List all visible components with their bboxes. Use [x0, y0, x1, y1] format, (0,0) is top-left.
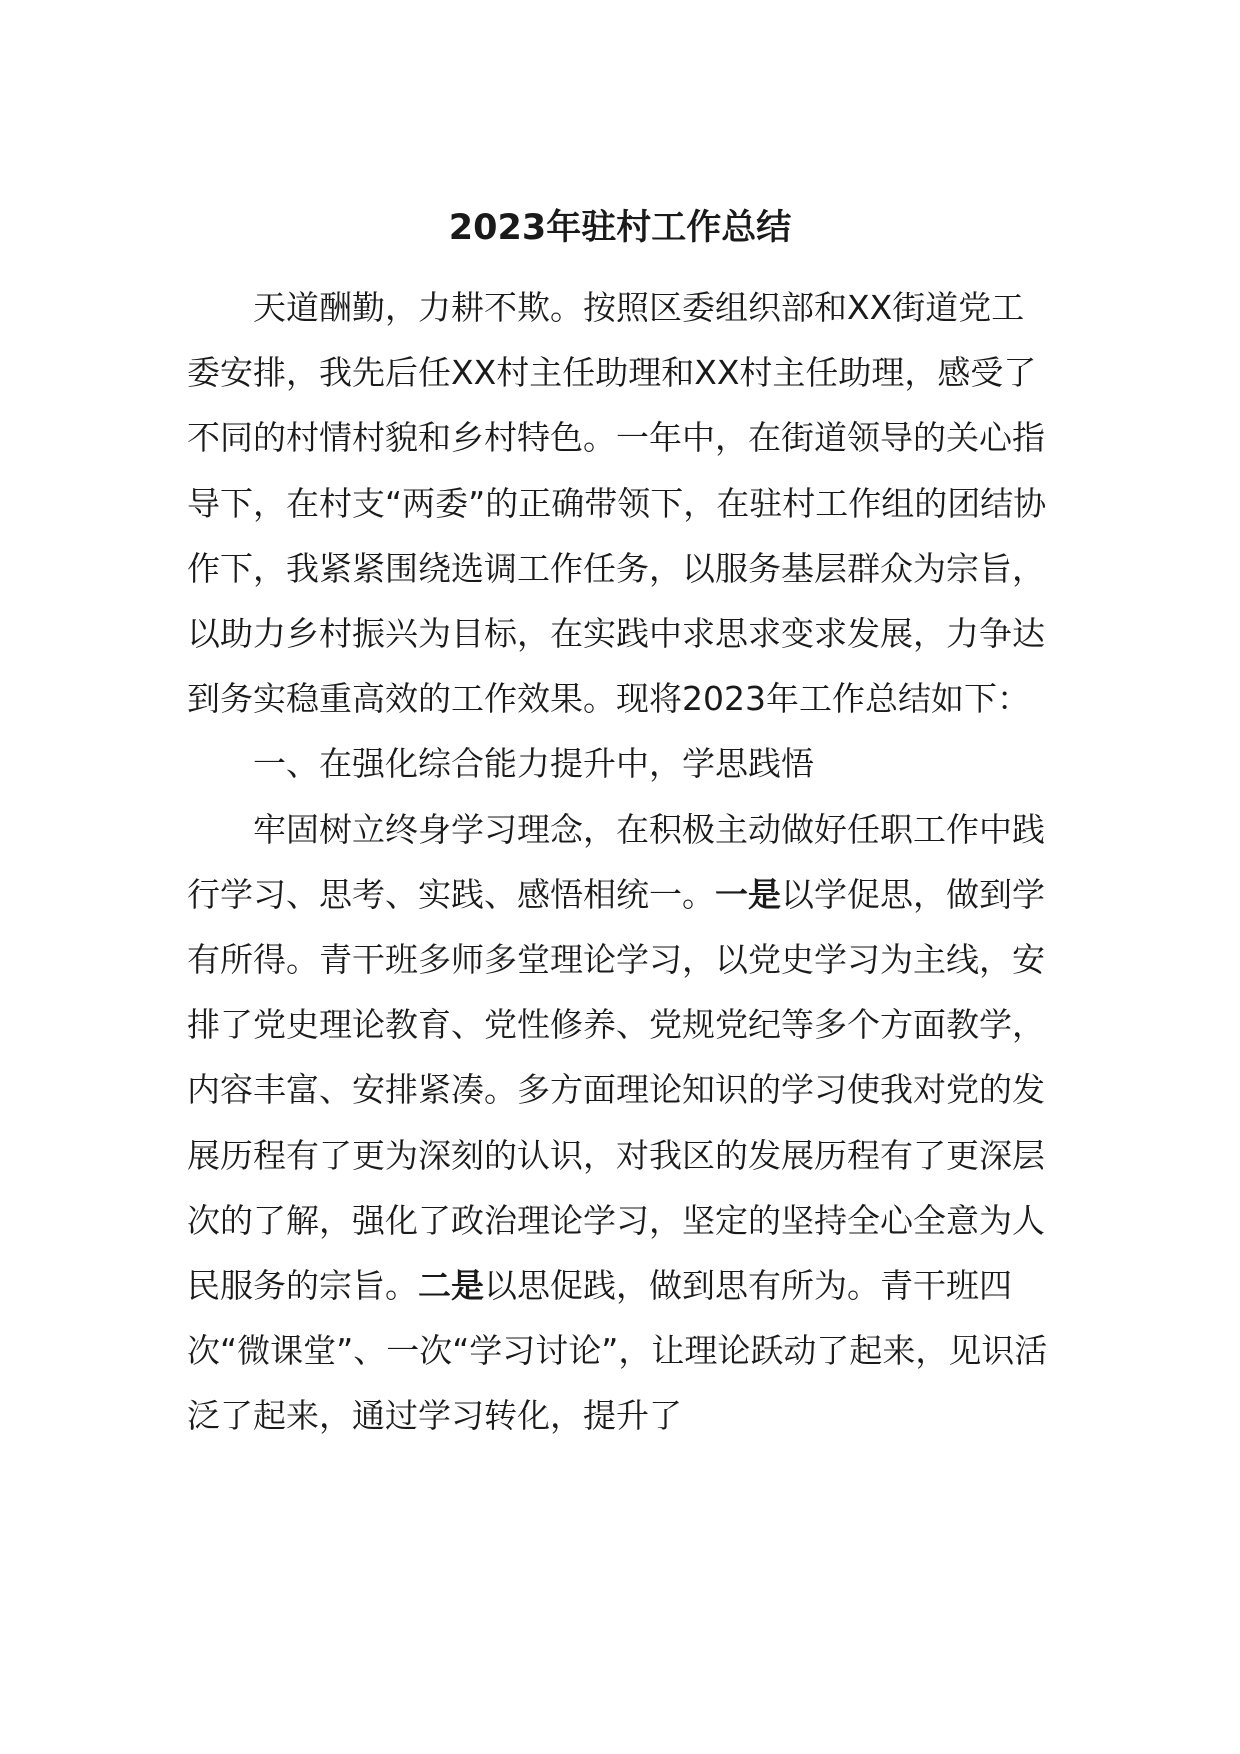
section-1-paragraph: [187, 797, 1053, 1449]
section-1-lead: 牢固树立终身学习理念，在积极主动做好任职工作中践行学习、思考、实践、感悟相统一。: [187, 809, 1045, 914]
point-2-label: 二是: [418, 1266, 484, 1306]
point-2-text: 以思促践，做到思有所为。青干班四次“微课堂”、一次“学习讨论”，让理论跃动了起来，见识活泛了起来，通过学习转化，提升了: [187, 1266, 1048, 1436]
point-1-text: 以学促思，做到学有所得。青干班多师多堂理论学习，以党史学习为主线，安排了党史理论教育、党性修养、党规党纪等多个方面教学，内容丰富、安排紧凑。多方面理论知识的学习使我对党的发展历程有了更为深刻的认识，对我区的发展历程有了更深层次的了解，强化了政治理论学习，坚定的坚持全心全意为人民服务的宗旨。: [187, 874, 1045, 1306]
section-1-heading: 一、在强化综合能力提升中，学思践悟: [253, 744, 814, 784]
document-body: [187, 275, 1053, 1449]
document-title: 2023年驻村工作总结: [448, 208, 792, 248]
point-1-label: 一是: [715, 874, 781, 914]
intro-paragraph: 天道酬勤，力耕不欺。按照区委组织部和XX街道党工委安排，我先后任XX村主任助理和XX村主任助理，感受了不同的村情村貌和乡村特色。一年中，在街道领导的关心指导下，在村支“两委”的正确带领下，在驻村工作组的团结协作下，我紧紧围绕选调工作任务，以服务基层群众为宗旨，以助力乡村振兴为目标，在实践中求思求变求发展，力争达到务实稳重高效的工作效果。现将2023年工作总结如下：: [187, 288, 1047, 719]
